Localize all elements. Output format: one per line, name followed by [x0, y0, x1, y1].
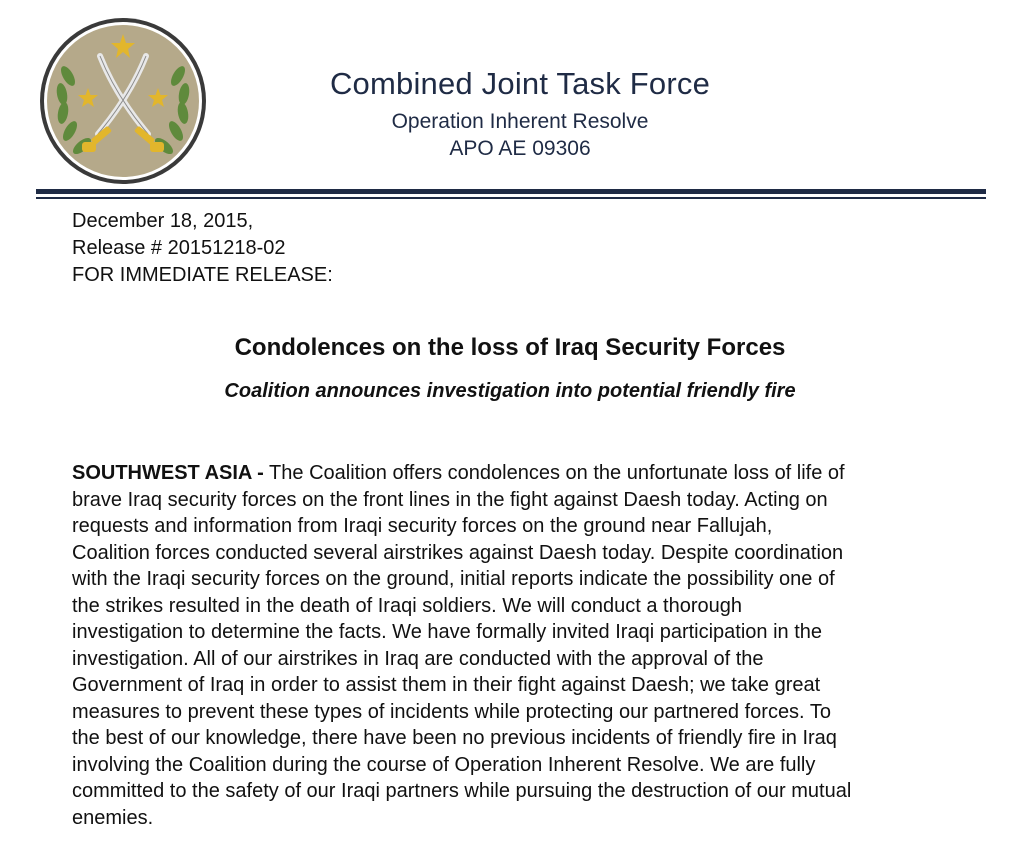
body-line: enemies.: [72, 806, 154, 829]
body-line: with the Iraqi security forces on the ground, initial reports indicate the possibility one of: [72, 568, 835, 590]
body-line: investigation. All of our airstrikes in Iraq are conducted with the approval of the: [72, 647, 764, 670]
body-line: [72, 460, 1012, 487]
subheadline: Coalition announces investigation into potential friendly fire: [224, 380, 796, 402]
body-line: measures to prevent these types of incidents while protecting our partnered forces. To: [72, 700, 831, 723]
body-line: investigation to determine the facts. We have formally invited Iraqi participation in the: [72, 621, 823, 643]
release-number: Release # 20151218-02: [72, 237, 286, 259]
release-status: FOR IMMEDIATE RELEASE:: [72, 264, 333, 286]
body-line: committed to the safety of our Iraqi partners while pursuing the destruction of our mutual: [72, 780, 852, 802]
organization-name: Combined Joint Task Force: [329, 66, 711, 101]
header-divider-thin: [36, 197, 986, 199]
release-date: December 18, 2015,: [72, 210, 254, 232]
body-line: the strikes resulted in the death of Iraqi soldiers. We will conduct a thorough: [72, 594, 742, 617]
body-first-line-text: The Coalition offers condolences on the unfortunate loss of life of: [263, 462, 845, 484]
cjtf-oir-seal-icon: [38, 16, 208, 186]
body-line: the best of our knowledge, there have been no previous incidents of friendly fire in Iraq: [72, 727, 837, 749]
headline: Condolences on the loss of Iraq Security Forces: [234, 334, 786, 361]
body-line: brave Iraq security forces on the front lines in the fight against Daesh today. Acting on: [72, 488, 828, 511]
body-line: requests and information from Iraqi security forces on the ground near Fallujah,: [72, 515, 773, 537]
body-paragraph: [72, 460, 1012, 831]
dateline: SOUTHWEST ASIA -: [72, 462, 264, 484]
header-divider-thick: [36, 189, 986, 194]
body-line: Coalition forces conducted several airstrikes against Daesh today. Despite coordination: [72, 541, 844, 564]
body-line: Government of Iraq in order to assist them in their fight against Daesh; we take great: [72, 674, 821, 696]
body-line: involving the Coalition during the course of Operation Inherent Resolve. We are fully: [72, 753, 816, 776]
mailing-address: APO AE 09306: [449, 137, 591, 160]
operation-name: Operation Inherent Resolve: [391, 110, 649, 133]
